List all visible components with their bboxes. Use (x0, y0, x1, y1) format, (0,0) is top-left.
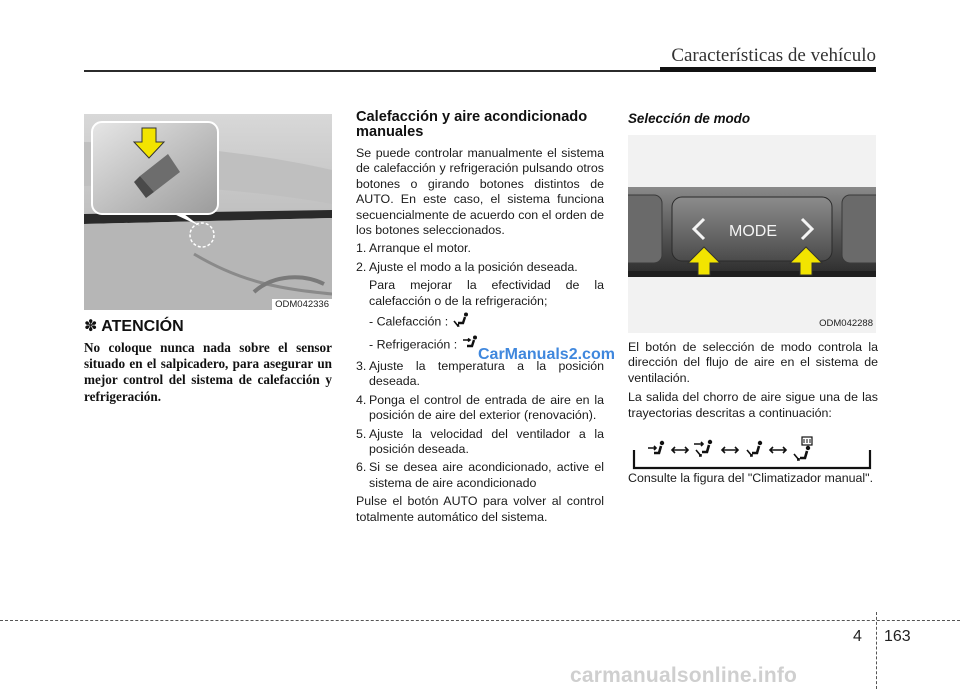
seat-floor-icon (452, 312, 472, 332)
list-item: 1. Arranque el motor. (356, 241, 471, 256)
step2-note: Para mejorar la efectividad de la calefacción o de la refrigeración; (369, 278, 604, 308)
mode-paragraph-3: Consulte la figura del "Climatizador manual". (628, 471, 874, 486)
double-arrow-icon (672, 447, 688, 453)
double-arrow-icon (722, 447, 738, 453)
seat-bilevel-icon (694, 440, 712, 456)
chapter-number: 4 (853, 628, 862, 645)
list-item: 2. Ajuste el modo a la posición deseada. (356, 259, 578, 274)
mode-paragraph-2: La salida del chorro de aire sigue una de las trayectorias descritas a continuación: (628, 390, 878, 420)
option-heating: - Calefacción : (356, 312, 604, 332)
footer-watermark[interactable]: carmanualsonline.info (570, 664, 798, 687)
defrost-floor-icon (794, 437, 812, 460)
header-rule-accent (660, 67, 876, 72)
photo-code: ODM042336 (272, 299, 332, 310)
watermark-link[interactable]: CarManuals2.com (478, 346, 615, 363)
warning-symbol-icon: ✽ (84, 318, 98, 335)
list-item: 5. Ajuste la velocidad del ventilador a la posición deseada. (356, 426, 604, 456)
photo-code: ODM042288 (819, 318, 873, 329)
intro-paragraph: Se puede controlar manualmente el sistema de calefacción y refrigeración pulsando otros botones o girando botones distintos de AUTO. En este caso, el sistema funciona secuencialmente de acuerdo con el orden de los botones seleccionados. (356, 146, 604, 238)
instructions (356, 146, 604, 528)
list-item: 6. Si se desea aire acondicionado, active el sistema de aire acondicionado (356, 460, 604, 490)
header-rule (84, 70, 660, 72)
mode-panel-illustration (628, 135, 876, 333)
seat-face-icon (648, 441, 664, 453)
list-item: 4. Ponga el control de entrada de aire en la posición de aire del exterior (renovación). (356, 392, 604, 423)
mode-paragraph-1: El botón de selección de modo controla la dirección del flujo de aire en el sistema de ventilación. (628, 340, 878, 385)
closing-paragraph: Pulse el botón AUTO para volver al control totalmente automático del sistema. (356, 494, 604, 524)
mode-heading: Selección de modo (628, 111, 751, 126)
option-cooling: - Refrigeración : (356, 335, 604, 355)
double-arrow-icon (770, 447, 786, 453)
dashboard-sensor-illustration (84, 114, 332, 310)
mode-button-label: MODE (729, 223, 777, 240)
list-item: 3. Ajuste la temperatura a la posición deseada. (356, 358, 604, 389)
seat-floor-icon (747, 441, 762, 456)
sensor-photo (84, 114, 332, 310)
warning-title (84, 316, 184, 336)
section-heading: Calefacción y aire acondicionado manuales (356, 109, 588, 140)
footer-rule (0, 620, 960, 621)
warning-text: No coloque nunca nada sobre el sensor situado en el salpicadero, para asegurar un mejor control del sistema de calefacción y refrigeración. (84, 340, 332, 404)
header-title: Características de vehículo (671, 45, 876, 66)
footer-divider (876, 612, 877, 689)
mode-button-photo (628, 135, 876, 333)
mode-sequence-diagram (628, 436, 876, 472)
page-number: 163 (884, 628, 911, 645)
warning-title-text: ATENCIÓN (101, 318, 184, 335)
